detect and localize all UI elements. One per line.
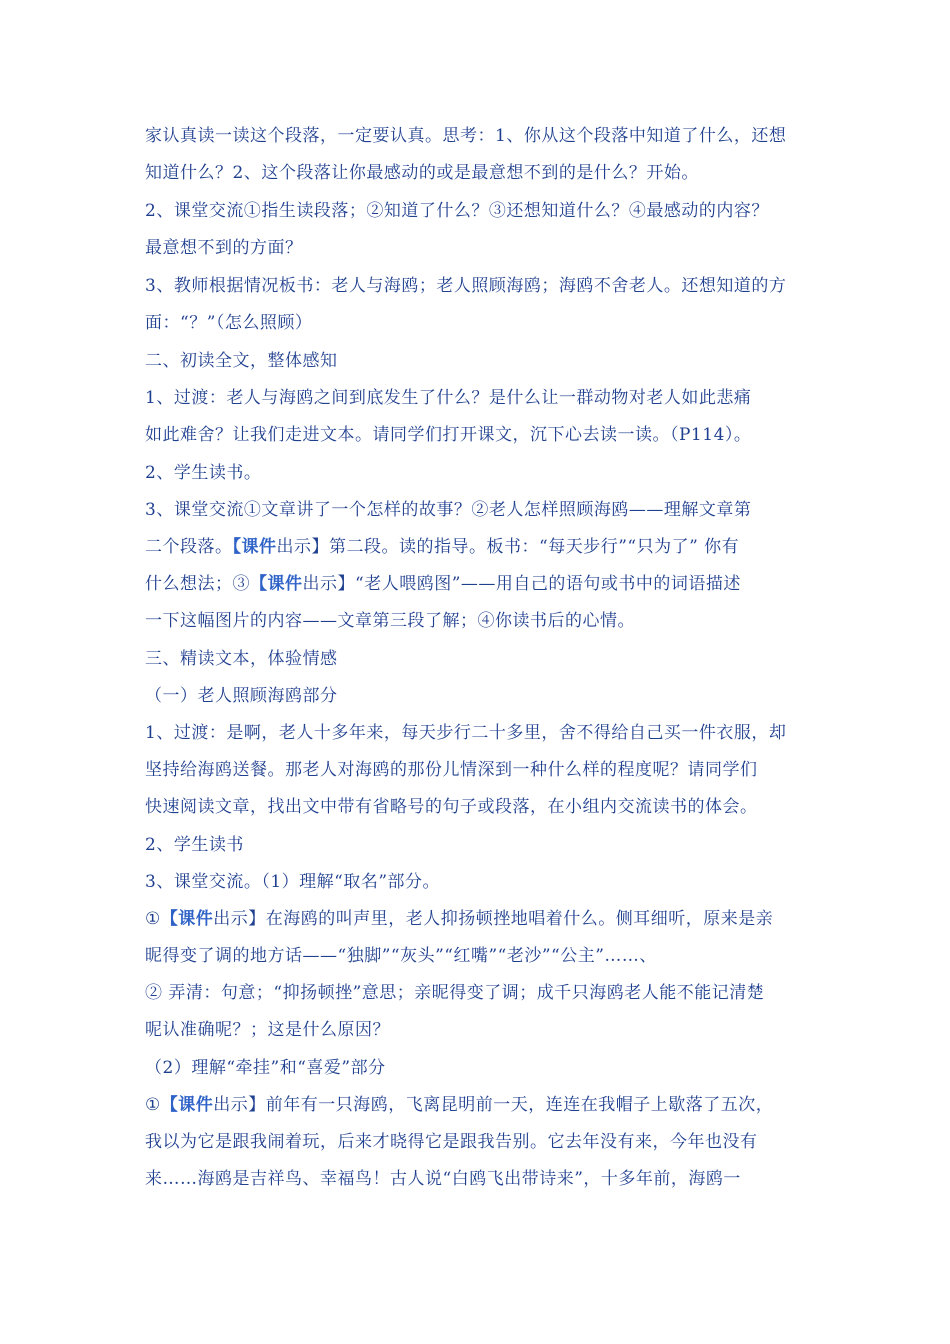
text-line: 来……海鸥是吉祥鸟、幸福鸟！古人说“白鸥飞出带诗来”，十多年前，海鸥一 <box>145 1169 741 1189</box>
courseware-keyword: 【课件 <box>232 537 277 557</box>
text-run: ① <box>145 909 161 929</box>
text-line <box>145 572 741 596</box>
text-line: ② 弄清：句意；“抑扬顿挫”意思；亲昵得变了调；成千只海鸥老人能不能记清楚 <box>145 983 765 1003</box>
text-run: 出示】在海鸥的叫声里，老人抑扬顿挫地唱着什么。侧耳细听，原来是亲 <box>213 909 774 929</box>
text-line: 呢认准确呢？；这是什么原因？ <box>145 1020 390 1040</box>
text-line <box>145 1093 773 1117</box>
text-run: 什么想法；③ <box>145 574 250 594</box>
courseware-keyword: 【课件 <box>160 1095 214 1115</box>
text-line: 二、初读全文，整体感知 <box>145 351 338 371</box>
text-line: 面：“？”（怎么照顾） <box>145 313 313 333</box>
text-line: 2、课堂交流①指生读段落；②知道了什么？③还想知道什么？④最感动的内容？ <box>145 201 769 221</box>
courseware-keyword: 【课件 <box>160 909 214 929</box>
text-run: 出示】第二段。读的指导。板书：“每天步行”“只为了” 你有 <box>276 537 740 557</box>
text-line: 3、课堂交流。（1）理解“取名”部分。 <box>145 872 441 892</box>
text-line <box>145 535 739 559</box>
courseware-keyword: 【课件 <box>250 574 303 594</box>
text-line: 1、过渡：老人与海鸥之间到底发生了什么？是什么让一群动物对老人如此悲痛 <box>145 388 752 408</box>
text-line: 如此难舍？让我们走进文本。请同学们打开课文，沉下心去读一读。（P114）。 <box>145 425 752 445</box>
text-line: 最意想不到的方面？ <box>145 238 303 258</box>
text-line: 3、课堂交流①文章讲了一个怎样的故事？②老人怎样照顾海鸥——理解文章第 <box>145 500 752 520</box>
text-line: 我以为它是跟我闹着玩，后来才晓得它是跟我告别。它去年没有来，今年也没有 <box>145 1132 758 1152</box>
text-line: （一）老人照顾海鸥部分 <box>145 686 338 706</box>
text-line: 家认真读一读这个段落，一定要认真。思考：1、你从这个段落中知道了什么，还想 <box>145 126 787 146</box>
text-line: 三、精读文本，体验情感 <box>145 649 338 669</box>
text-run: 出示】前年有一只海鸥，飞离昆明前一天，连连在我帽子上歇落了五次， <box>213 1095 774 1115</box>
text-line: （2）理解“牵挂”和“喜爱”部分 <box>145 1058 386 1078</box>
text-line: 知道什么？2、这个段落让你最感动的或是最意想不到的是什么？开始。 <box>145 163 699 183</box>
text-line: 3、教师根据情况板书：老人与海鸥；老人照顾海鸥；海鸥不舍老人。还想知道的方 <box>145 276 787 296</box>
text-run: 出示】“老人喂鸥图”——用自己的语句或书中的词语描述 <box>302 574 741 594</box>
text-line: 快速阅读文章，找出文中带有省略号的句子或段落，在小组内交流读书的体会。 <box>145 797 758 817</box>
text-run: 二个段落。 <box>145 537 233 557</box>
text-line <box>145 907 773 931</box>
text-line: 坚持给海鸥送餐。那老人对海鸥的那份儿情深到一种什么样的程度呢？请同学们 <box>145 760 758 780</box>
text-line: 1、过渡：是啊，老人十多年来，每天步行二十多里，舍不得给自己买一件衣服，却 <box>145 723 787 743</box>
text-line: 2、学生读书 <box>145 835 244 855</box>
text-line: 昵得变了调的地方话——“独脚”“灰头”“红嘴”“老沙”“公主”……、 <box>145 946 657 966</box>
text-run: ① <box>145 1095 161 1115</box>
text-line: 2、学生读书。 <box>145 463 262 483</box>
text-line: 一下这幅图片的内容——文章第三段了解；④你读书后的心情。 <box>145 611 635 631</box>
